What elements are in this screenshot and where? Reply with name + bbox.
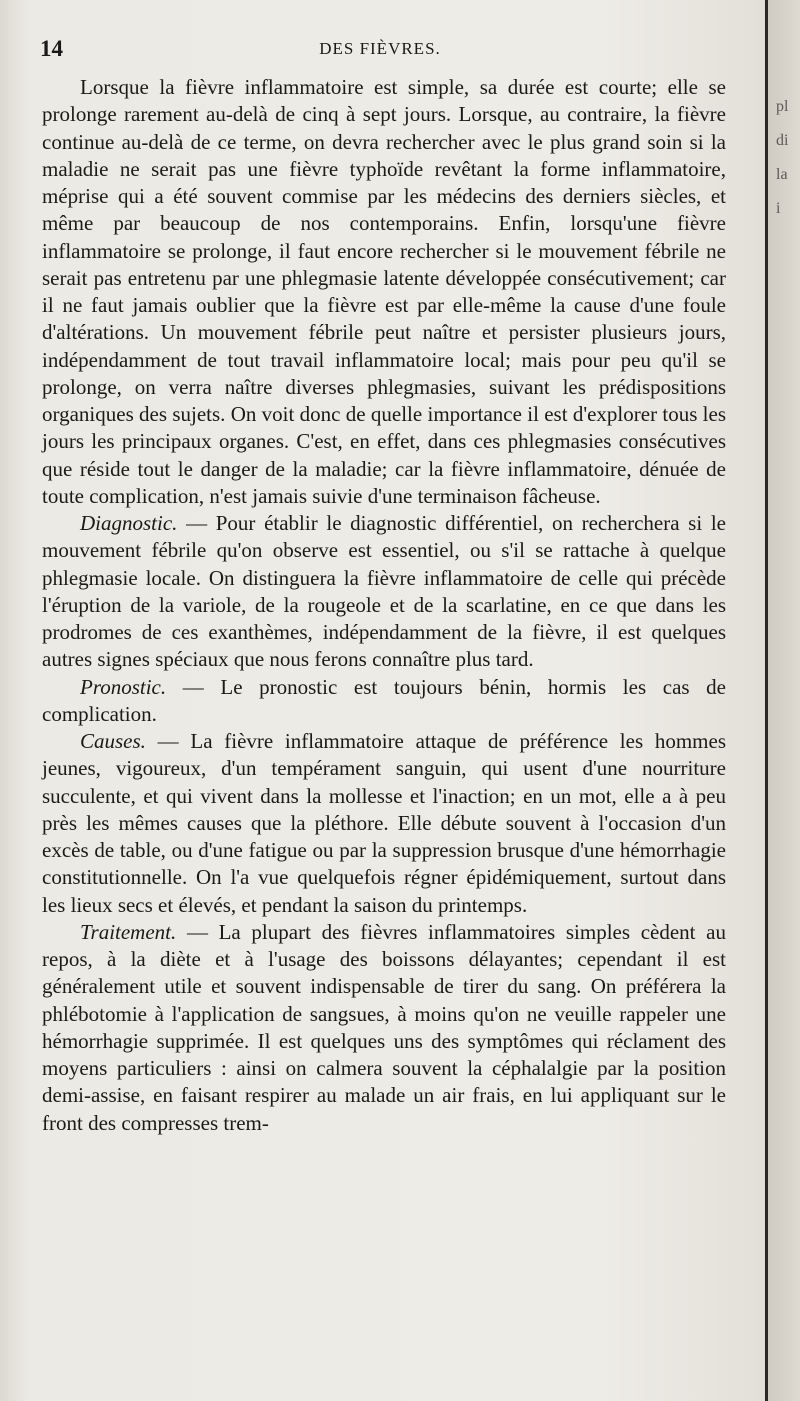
section-heading: Causes.: [80, 729, 146, 753]
paragraph-causes: [42, 728, 726, 919]
paragraph: [42, 74, 726, 510]
paragraph-diagnostic: [42, 510, 726, 674]
paragraph-text: — La fièvre inflammatoire attaque de préférence les hommes jeunes, vigoureux, d'un tempérament sanguin, qui usent d'une nourriture succulente, et qui vivent dans la mollesse et l'inaction; en un mot, elle a à peu près les mêmes causes que la pléthore. Elle débute souvent à l'occasion d'un excès de table, ou d'une fatigue ou par la suppression brusque d'une hémorrhagie constitutionnelle. On l'a vue quelquefois régner épidémiquement, surtout dans les lieux secs et élevés, et pendant la saison du printemps.: [42, 729, 726, 917]
paragraph-text: — Le pronostic est toujours bénin, hormis les cas de complication.: [42, 674, 726, 726]
body-text: [42, 74, 726, 1137]
paragraph-traitement: [42, 919, 726, 1137]
adjacent-fragment: i: [776, 200, 781, 217]
adjacent-fragment: la: [776, 166, 788, 183]
running-title: DES FIÈVRES.: [319, 39, 441, 58]
section-heading: Diagnostic.: [80, 511, 178, 535]
paragraph-text: Lorsque la fièvre inflammatoire est simple, sa durée est courte; elle se prolonge rarement au-delà de cinq à sept jours. Lorsque, au contraire, la fièvre continue au-delà de ce terme, on devra rechercher avec le plus grand soin si la maladie ne serait pas une fièvre typhoïde revêtant la forme inflammatoire, méprise qui a été souvent commise par les médecins des derniers siècles, et même par beaucoup de nos contemporains. Enfin, lorsqu'une fièvre inflammatoire se prolonge, il faut encore rechercher si le mouvement fébrile ne serait pas entretenu par une phlegmasie latente développée consécutivement; car il ne faut jamais oublier que la fièvre est par elle-même la cause d'une foule d'altérations. Un mouvement fébrile peut naître et persister plusieurs jours, indépendamment de tout travail inflammatoire local; mais pour peu qu'il se prolonge, on verra naître diverses phlegmasies, suivant les prédispositions organiques des sujets. On voit donc de quelle importance il est d'explorer tous les jours les principaux organes. C'est, en effet, dans ces phlegmasies consécutives que réside tout le danger de la maladie; car la fièvre inflammatoire, dénuée de toute complication, n'est jamais suivie d'une terminaison fâcheuse.: [42, 75, 726, 508]
paragraph-pronostic: [42, 674, 726, 729]
page-number: 14: [40, 36, 63, 61]
adjacent-page-text: [776, 90, 800, 226]
adjacent-fragment: pl: [776, 98, 789, 115]
paragraph-text: — Pour établir le diagnostic différentiel, on recherchera si le mouvement fébrile qu'on observe est essentiel, ou s'il se rattache à quelque phlegmasie locale. On distinguera la fièvre inflammatoire de celle qui précède l'éruption de la variole, de la rougeole et de la scarlatine, en ce que dans les prodromes de ces exanthèmes, indépendamment de la fièvre, il est quelques autres signes spéciaux que nous ferons connaître plus tard.: [42, 511, 726, 672]
page-header: [40, 36, 720, 64]
section-heading: Pronostic.: [80, 674, 167, 699]
paragraph-text: — La plupart des fièvres inflammatoires simples cèdent au repos, à la diète et à l'usage des boissons délayantes; cependant il est généralement utile et souvent indispensable de tirer du sang. On préférera la phlébotomie à l'application de sangsues, à moins qu'on ne veuille rappeler une hémorrhagie supprimée. Il est quelques uns des symptômes qui réclament des moyens particuliers : ainsi on calmera souvent la céphalalgie par la position demi-assise, en faisant respirer au malade un air frais, en lui appliquant sur le front des compresses trem-: [42, 919, 726, 1135]
book-gutter: [765, 0, 768, 1401]
section-heading: Traitement.: [80, 919, 177, 944]
adjacent-fragment: di: [776, 132, 789, 149]
